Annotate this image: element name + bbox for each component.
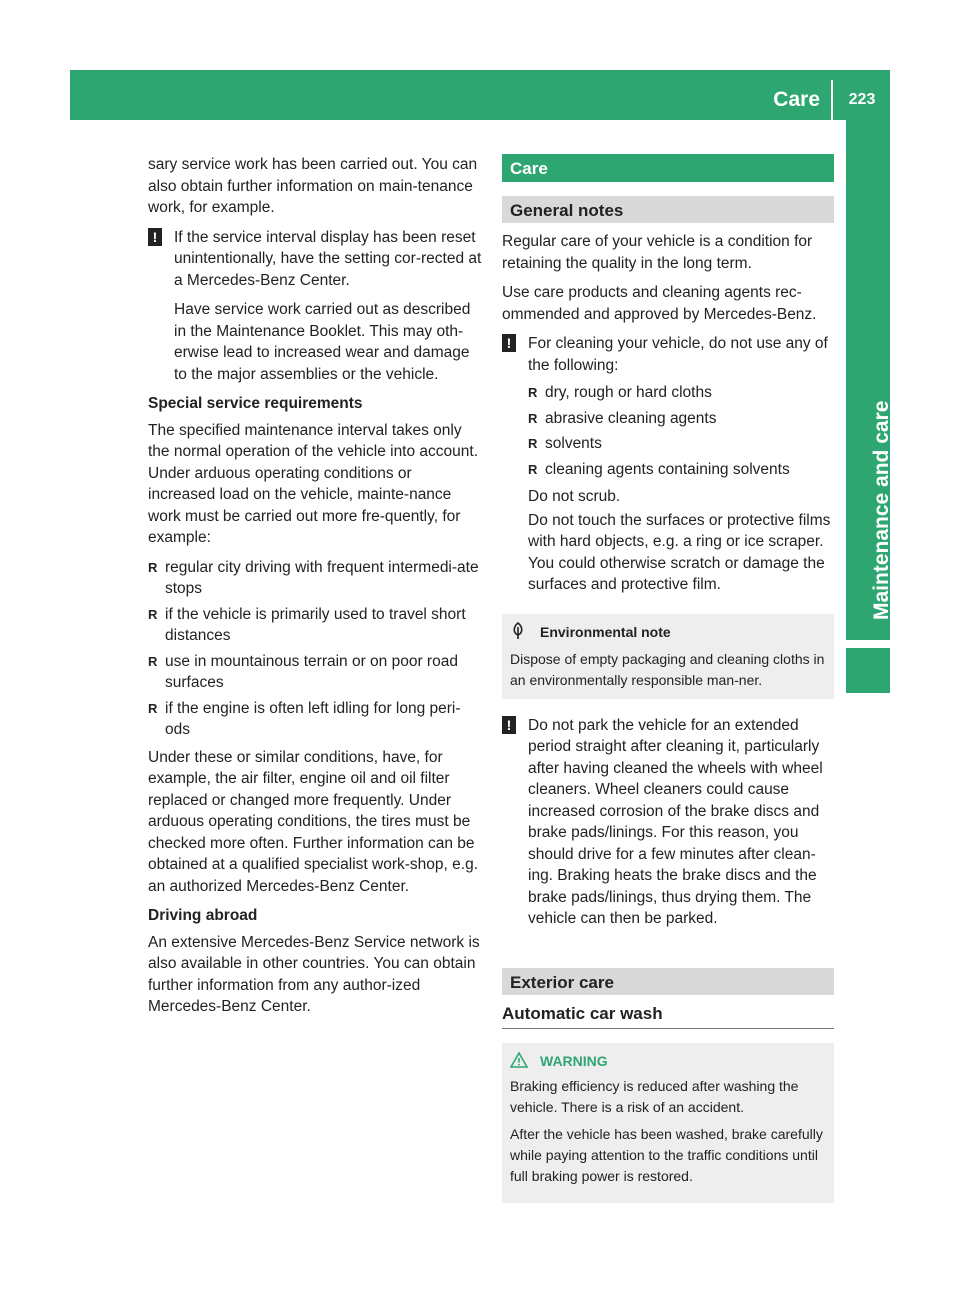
bullet-icon: R <box>148 653 158 669</box>
caution-icon: ! <box>148 228 162 246</box>
caution-icon: ! <box>502 716 516 734</box>
caution-note <box>502 715 834 930</box>
section-sidebar <box>846 120 893 640</box>
paragraph: Use care products and cleaning agents rec-ommended and approved by Mercedes-Benz. <box>502 284 817 323</box>
warning-triangle-icon <box>510 1052 528 1068</box>
note-text: For cleaning your vehicle, do not use any of the following: <box>528 335 828 374</box>
env-note-text: Dispose of empty packaging and cleaning cloths in an environmentally responsible man-ner. <box>510 650 825 688</box>
section-tab <box>846 648 890 693</box>
care-section-bar: Care <box>502 154 834 182</box>
list-item: R solvents <box>528 433 834 455</box>
right-column <box>502 154 834 1203</box>
page-number: 223 <box>848 91 876 108</box>
note-text: Have service work carried out as described in the Maintenance Booklet. This may oth-erwise lead to increased wear and damage to the major assemblies or the vehicle. <box>174 301 471 383</box>
env-note-title: Environmental note <box>510 622 826 643</box>
bullet-icon: R <box>148 559 158 575</box>
general-notes-bar: General notes <box>502 196 834 223</box>
section-label: Maintenance and care <box>870 400 893 620</box>
exterior-care-bar: Exterior care <box>502 968 834 995</box>
header-title: Care <box>773 88 820 111</box>
list-item: R abrasive cleaning agents <box>528 408 834 430</box>
list-item: R regular city driving with frequent intermedi-ate stops <box>148 558 479 597</box>
note-text: Do not touch the surfaces or protective films with hard objects, e.g. a ring or ice scraper. You could otherwise scratch or damage the surfaces and protective film. <box>528 511 831 593</box>
note-text: Do not park the vehicle for an extended period straight after cleaning it, particularly after having cleaned the wheels with wheel cleaners. Wheel cleaners could cause increased corrosion of the brake discs and brake pads/linings. For this reason, you should drive for a few minutes after clean-ing. Braking heats the brake discs and the brake pads/linings, thus drying them. The vehicle can then be parked. <box>528 716 823 927</box>
header-bar <box>70 70 890 120</box>
section-heading: Special service requirements <box>148 395 363 412</box>
warning-text: After the vehicle has been washed, brake carefully while paying attention to the traffic conditions until full braking power is restored. <box>510 1126 823 1184</box>
note-text: If the service interval display has been reset unintentionally, have the setting cor-rected at a Mercedes-Benz Center. <box>174 228 482 289</box>
caution-note <box>148 227 482 386</box>
section-heading: Driving abroad <box>148 907 258 924</box>
note-text: Do not scrub. <box>528 488 621 505</box>
bullet-icon: R <box>528 410 538 426</box>
leaf-icon <box>510 622 526 640</box>
paragraph: Regular care of your vehicle is a condition for retaining the quality in the long term. <box>502 233 813 272</box>
left-column <box>148 154 482 1026</box>
caution-icon: ! <box>502 334 516 352</box>
header-divider <box>831 80 833 120</box>
warning-title: WARNING <box>510 1051 826 1072</box>
bullet-icon: R <box>528 461 538 477</box>
bullet-icon: R <box>148 606 158 622</box>
list-item: R if the vehicle is primarily used to travel short distances <box>148 605 466 644</box>
paragraph: Under these or similar conditions, have, for example, the air filter, engine oil and oil filter replaced or changed more frequently. Under arduous operating conditions, the tires must be checked more often. Further information can be obtained at a qualified specialist work-shop, e.g. an authorized Mercedes-Benz Center. <box>148 748 479 895</box>
bullet-icon: R <box>148 700 158 716</box>
paragraph: sary service work has been carried out. You can also obtain further information on main-tenance work, for example. <box>148 156 478 216</box>
list-item: R use in mountainous terrain or on poor road surfaces <box>148 652 458 691</box>
list-item: R cleaning agents containing solvents <box>528 459 834 481</box>
environmental-note-box <box>502 614 834 699</box>
caution-note <box>502 333 834 596</box>
list-item: R dry, rough or hard cloths <box>528 382 834 404</box>
bullet-icon: R <box>528 385 538 400</box>
paragraph: An extensive Mercedes-Benz Service network is also available in other countries. You can obtain further information from any author-ized Mercedes-Benz Center. <box>148 933 480 1015</box>
bullet-list <box>148 557 482 741</box>
warning-box <box>502 1043 834 1203</box>
warning-text: Braking efficiency is reduced after washing the vehicle. There is a risk of an accident. <box>510 1078 799 1115</box>
bullet-icon: R <box>528 436 538 451</box>
paragraph: The specified maintenance interval takes only the normal operation of the vehicle into account. Under arduous operating conditions or increased load on the vehicle, mainte-nance work must be carried out more fre-quently, for example: <box>148 421 479 546</box>
list-item: R if the engine is often left idling for long peri-ods <box>148 699 461 738</box>
car-wash-heading: Automatic car wash <box>502 1003 834 1030</box>
bullet-list <box>528 382 834 480</box>
